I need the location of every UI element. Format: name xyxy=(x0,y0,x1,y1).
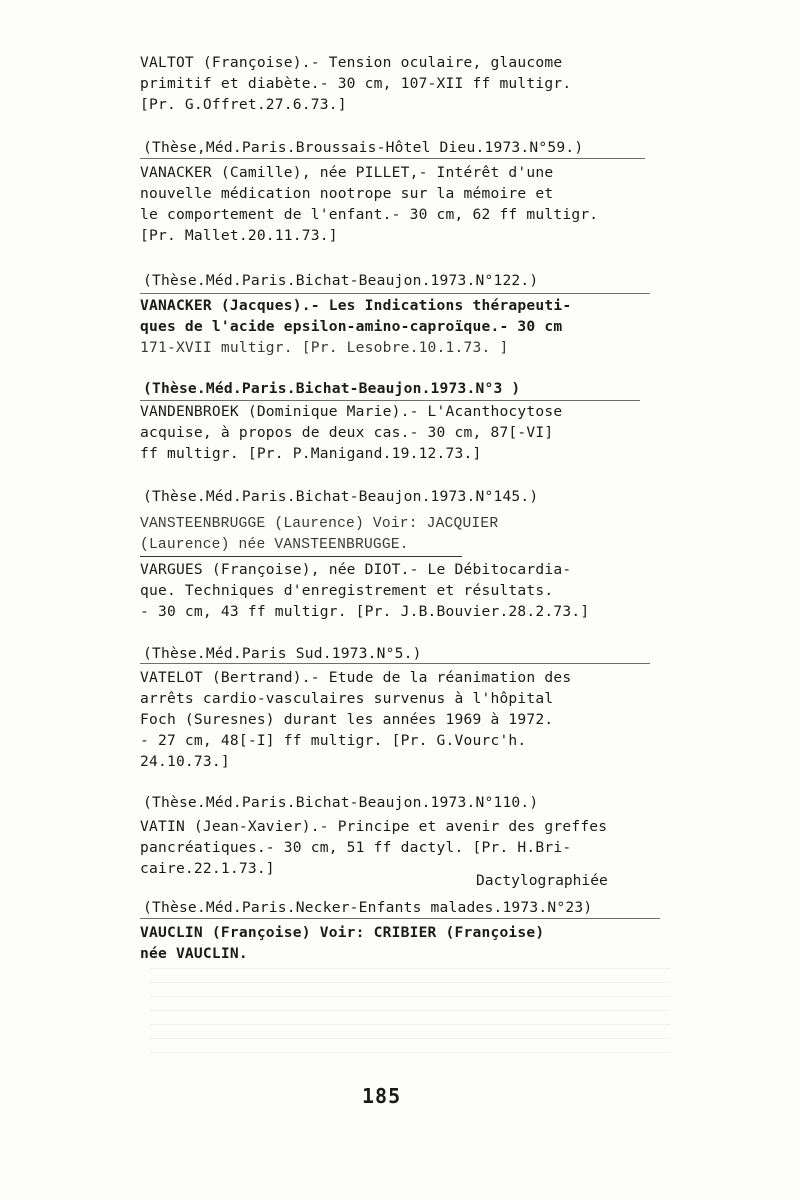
entry-vauclin xyxy=(140,922,680,964)
thesis-valtot: (Thèse,Méd.Paris.Broussais-Hôtel Dieu.1973.N°59.) xyxy=(143,139,584,156)
entry-line: VANSTEENBRUGGE (Laurence) Voir: JACQUIER xyxy=(140,516,499,532)
entry-line: VALTOT (Françoise).- Tension oculaire, glaucome xyxy=(140,54,563,71)
separator-rule xyxy=(140,556,462,557)
entry-line: primitif et diabète.- 30 cm, 107-XII ff multigr. xyxy=(140,75,572,92)
separator-rule xyxy=(140,293,650,294)
entry-line: caire.22.1.73.] xyxy=(140,860,275,877)
entry-line: acquise, à propos de deux cas.- 30 cm, 87[-VI] xyxy=(140,424,554,441)
thesis-vanacker-jacques: (Thèse.Méd.Paris.Bichat-Beaujon.1973.N°3 ) xyxy=(143,380,521,397)
entry-line: 171-XVII multigr. [Pr. Lesobre.10.1.73. ] xyxy=(140,339,509,356)
entry-line: que. Techniques d'enregistrement et résultats. xyxy=(140,582,554,599)
entry-line: - 30 cm, 43 ff multigr. [Pr. J.B.Bouvier.28.2.73.] xyxy=(140,603,590,620)
entry-line: nouvelle médication nootrope sur la mémoire et xyxy=(140,185,554,202)
entry-line: VATELOT (Bertrand).- Etude de la réanimation des xyxy=(140,669,572,686)
entry-line: VANDENBROEK (Dominique Marie).- L'Acanthocytose xyxy=(140,403,563,420)
entry-vatelot xyxy=(140,667,680,772)
dactylographiee-note: Dactylographiée xyxy=(476,872,608,889)
entry-vansteenbrugge xyxy=(140,514,680,556)
page-number: 185 xyxy=(362,1084,402,1108)
thesis-vatelot: (Thèse.Méd.Paris.Bichat-Beaujon.1973.N°110.) xyxy=(143,794,539,811)
thesis-vandenbroek: (Thèse.Méd.Paris.Bichat-Beaujon.1973.N°145.) xyxy=(143,488,539,505)
entry-line: VAUCLIN (Françoise) Voir: CRIBIER (Françoise) xyxy=(140,924,545,941)
entry-line: [Pr. Mallet.20.11.73.] xyxy=(140,227,338,244)
entry-line: (Laurence) née VANSTEENBRUGGE. xyxy=(140,537,409,553)
thesis-vanacker-camille: (Thèse.Méd.Paris.Bichat-Beaujon.1973.N°122.) xyxy=(143,272,539,289)
entry-line: [Pr. G.Offret.27.6.73.] xyxy=(140,96,347,113)
separator-rule xyxy=(140,663,650,664)
entry-line: - 27 cm, 48[-I] ff multigr. [Pr. G.Vourc'h. xyxy=(140,732,527,749)
entry-line: VARGUES (Françoise), née DIOT.- Le Débitocardia- xyxy=(140,561,572,578)
bleed-through-texture xyxy=(150,968,670,1058)
entry-line: 24.10.73.] xyxy=(140,753,230,770)
entry-vargues xyxy=(140,559,680,622)
entry-line: VATIN (Jean-Xavier).- Principe et avenir des greffes xyxy=(140,818,608,835)
separator-rule xyxy=(140,918,660,919)
entry-line: ques de l'acide epsilon-amino-caproïque.- 30 cm xyxy=(140,318,563,335)
entry-line: VANACKER (Camille), née PILLET,- Intérêt d'une xyxy=(140,164,554,181)
entry-line: le comportement de l'enfant.- 30 cm, 62 ff multigr. xyxy=(140,206,599,223)
entry-line: arrêts cardio-vasculaires survenus à l'hôpital xyxy=(140,690,554,707)
entry-vatin xyxy=(140,816,680,879)
entry-line: VANACKER (Jacques).- Les Indications thérapeuti- xyxy=(140,297,572,314)
thesis-vargues: (Thèse.Méd.Paris Sud.1973.N°5.) xyxy=(143,645,422,662)
entry-vandenbroek xyxy=(140,401,680,464)
entry-line: pancréatiques.- 30 cm, 51 ff dactyl. [Pr. H.Bri- xyxy=(140,839,572,856)
entry-line: née VAUCLIN. xyxy=(140,945,248,962)
entry-valtot xyxy=(140,52,680,115)
separator-rule xyxy=(140,158,645,159)
entry-line: ff multigr. [Pr. P.Manigand.19.12.73.] xyxy=(140,445,482,462)
entry-line: Foch (Suresnes) durant les années 1969 à 1972. xyxy=(140,711,554,728)
thesis-vatin: (Thèse.Méd.Paris.Necker-Enfants malades.1973.N°23) xyxy=(143,899,593,916)
entry-vanacker-camille xyxy=(140,162,680,246)
entry-vanacker-jacques xyxy=(140,295,680,358)
